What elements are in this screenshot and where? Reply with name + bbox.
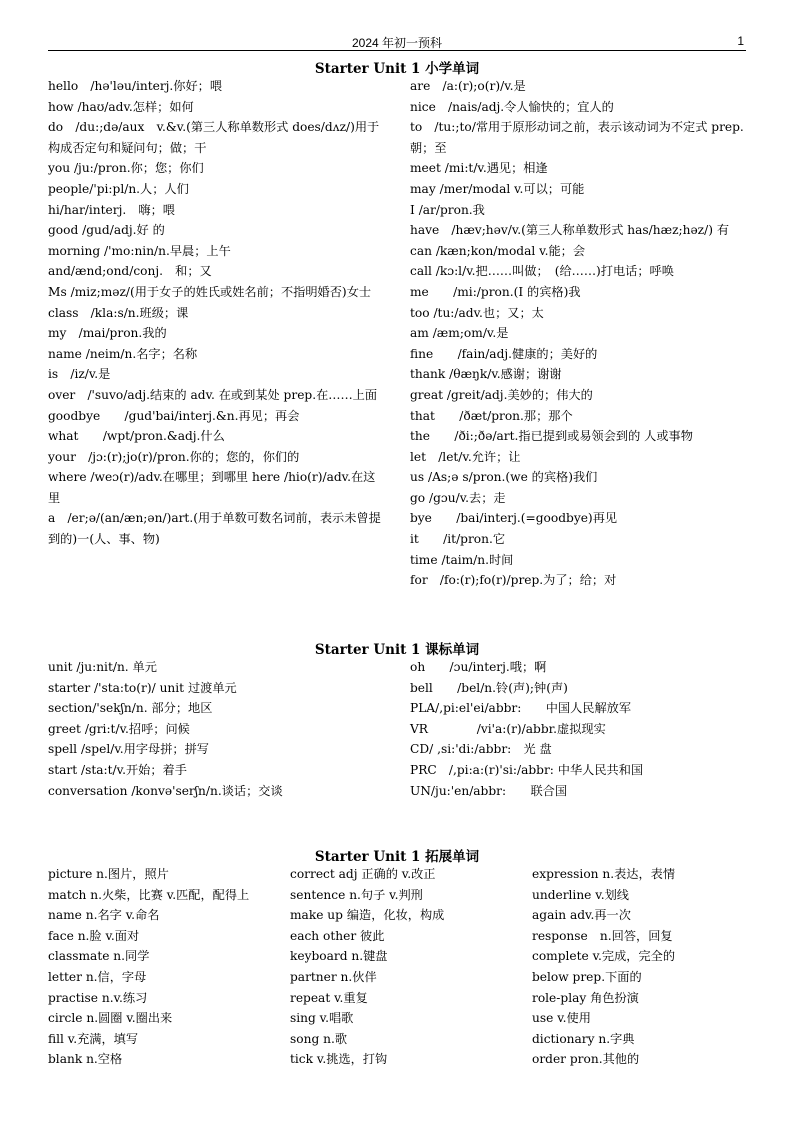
vocab-entry: circle n.圆圈 v.圈出来 [48,1011,173,1026]
page-header [48,32,746,51]
section-title-extended-words: Starter Unit 1 拓展单词 [314,849,480,865]
header-title: 2024 年初一预科 [351,36,443,50]
vocab-entry: start /sta:t/v.开始；着手 [48,762,187,777]
vocab-entry: good /gud/adj.好 的 [48,223,165,238]
vocab-entry: how /haʊ/adv.怎样；如何 [48,99,194,114]
extended-words-column-3 [532,864,746,1070]
vocab-entry: it /it/pron.它 [410,532,506,547]
extended-words-column-1 [48,864,276,1070]
vocab-entry: my /mai/pron.我的 [48,326,167,341]
vocab-entry: role-play 角色扮演 [532,990,639,1005]
vocab-entry: bye /bai/interj.(=goodbye)再见 [410,511,618,526]
extended-words-column-2 [290,864,518,1070]
vocab-entry: go /gɔu/v.去；走 [410,490,506,505]
vocab-entry: sentence n.句子 v.判刑 [290,887,423,902]
vocab-entry: your /jɔ:(r);jo(r)/pron.你的；您的，你们的 [48,449,300,464]
vocab-entry: dictionary n.字典 [532,1031,635,1046]
vocab-entry: that /ðæt/pron.那；那个 [410,408,573,423]
vocab-entry: for /fo:(r);fo(r)/prep.为了；给；对 [410,573,617,588]
curriculum-words-left-column [48,657,386,801]
vocab-entry: the /ði:;ðə/art.指已提到或易领会到的 人或事物 [410,429,693,444]
vocab-entry: below prep.下面的 [532,969,642,984]
vocab-entry: underline v.划线 [532,887,629,902]
vocab-entry: letter n.信，字母 [48,969,147,984]
vocab-entry: too /tu:/adv.也；又；太 [410,305,544,320]
vocab-entry: spell /spel/v.用字母拼；拼写 [48,742,209,757]
vocab-entry: class /kla:s/n.班级；课 [48,305,189,320]
vocab-entry: picture n.图片，照片 [48,867,169,881]
vocab-entry: hi/har/interj. 嗨；喂 [48,202,175,217]
vocab-entry: may /mer/modal v.可以；可能 [410,181,585,196]
vocab-entry: where /weɔ(r)/adv.在哪里；到哪里 here /hio(r)/adv.在这里 [48,470,376,505]
vocab-entry: repeat v.重复 [290,990,368,1005]
curriculum-words-right-column [410,657,746,801]
vocab-entry: and/ænd;ond/conj. 和；又 [48,264,212,279]
page-number: 1 [737,34,744,48]
vocab-entry: face n.脸 v.面对 [48,928,140,943]
vocab-entry: thank /θæŋk/v.感谢；谢谢 [410,367,562,382]
vocab-entry: UN/ju:'en/abbr: 联合国 [410,783,568,798]
vocab-entry: hello /hə'ləu/interj.你好；喂 [48,79,223,93]
vocab-entry: nice /nais/adj.令人愉快的；宜人的 [410,99,614,114]
vocab-entry: fine /fain/adj.健康的；美好的 [410,346,598,361]
vocab-entry: goodbye /gud'bai/interj.&n.再见；再会 [48,408,300,423]
vocab-entry: is /iz/v.是 [48,367,111,382]
vocab-entry: time /taim/n.时间 [410,552,514,567]
vocab-entry: meet /mi:t/v.遇见；相逢 [410,161,548,176]
vocab-entry: us /As;ə s/pron.(we 的宾格)我们 [410,470,598,485]
vocab-entry: over /'suvo/adj.结束的 adv. 在或到某处 prep.在……上面 [48,387,378,402]
vocab-entry: a /er;ə/(an/æn;ən/)art.(用于单数可数名词前，表示未曾提到的)一(人、事、物) [48,511,381,547]
vocab-entry: correct adj 正确的 v.改正 [290,867,436,881]
vocab-entry: again adv.再一次 [532,908,631,923]
vocab-entry: order pron.其他的 [532,1052,640,1067]
vocab-entry: people/'pi:pl/n.人；人们 [48,181,189,196]
vocab-entry: expression n.表达，表情 [532,867,676,881]
vocab-entry: partner n.伙伴 [290,969,377,984]
vocab-entry: do /du:;də/aux v.&v.(第三人称单数形式 does/dʌz/)用于构成否定句和疑问句；做；干 [48,120,380,155]
vocab-entry: bell /bel/n.铃(声);钟(声) [410,680,568,695]
vocab-entry: unit /ju:nit/n. 单元 [48,660,157,674]
vocab-entry: song n.歌 [290,1031,348,1046]
vocab-entry: what /wpt/pron.&adj.什么 [48,429,225,444]
vocab-entry: keyboard n.键盘 [290,949,388,964]
vocab-entry: sing v.唱歌 [290,1011,354,1026]
vocab-entry: use v.使用 [532,1011,591,1026]
vocab-entry: me /mi:/pron.(I 的宾格)我 [410,284,581,299]
vocab-entry: tick v.挑选，打钩 [290,1052,388,1067]
vocab-entry: great /greit/adj.美妙的；伟大的 [410,387,593,402]
vocab-entry: conversation /konvə'serʃn/n.谈话；交谈 [48,783,283,798]
vocab-entry: I /ar/pron.我 [410,202,485,217]
vocab-entry: PLA/,pi:el'ei/abbr: 中国人民解放军 [410,701,632,716]
vocab-entry: greet /gri:t/v.招呼；问候 [48,721,190,736]
vocab-entry: oh /ɔu/interj.哦；啊 [410,660,547,674]
vocab-entry: section/'sekʃn/n. 部分；地区 [48,701,213,716]
section-title-curriculum-words: Starter Unit 1 课标单词 [314,642,480,658]
vocab-entry: complete v.完成，完全的 [532,949,676,964]
primary-words-right-column [410,76,746,591]
vocab-entry: fill v.充满，填写 [48,1031,139,1046]
vocab-entry: are /a:(r);o(r)/v.是 [410,79,526,93]
vocab-entry: PRC /,pi:a:(r)'si:/abbr: 中华人民共和国 [410,762,644,777]
vocab-entry: to /tu:;to/常用于原形动词之前，表示该动词为不定式 prep. 朝；至 [410,120,744,155]
section-title-primary-words: Starter Unit 1 小学单词 [314,61,480,77]
vocab-entry: practise n.v.练习 [48,990,148,1005]
vocab-entry: call /kɔ:l/v.把……叫做； (给……)打电话；呼唤 [410,264,674,279]
vocab-entry: CD/ ,si:'di:/abbr: 光 盘 [410,742,552,757]
vocab-entry: starter /'sta:to(r)/ unit 过渡单元 [48,680,237,695]
primary-words-left-column [48,76,386,550]
vocab-entry: response n.回答，回复 [532,928,673,943]
vocab-entry: VR /vi'a:(r)/abbr.虚拟现实 [410,721,606,736]
vocab-entry: each other 彼此 [290,928,385,943]
vocab-entry: match n.火柴，比赛 v.匹配，配得上 [48,887,250,902]
vocab-entry: Ms /miz;məz/(用于女子的姓氏或姓名前；不指明婚否)女士 [48,284,372,299]
vocab-entry: classmate n.同学 [48,949,150,964]
vocab-entry: have /hæv;həv/v.(第三人称单数形式 has/hæz;həz/) 有 [410,223,730,238]
vocab-entry: name /neim/n.名字；名称 [48,346,198,361]
vocab-entry: blank n.空格 [48,1052,123,1067]
vocab-entry: make up 编造，化妆，构成 [290,908,445,923]
vocab-entry: you /ju:/pron.你；您；你们 [48,161,204,176]
vocab-entry: let /let/v.允许；让 [410,449,521,464]
vocab-entry: can /kæn;kon/modal v.能；会 [410,243,586,258]
vocab-entry: morning /'mo:nin/n.早晨；上午 [48,243,231,258]
vocab-entry: am /æm;om/v.是 [410,326,509,341]
vocab-entry: name n.名字 v.命名 [48,908,160,923]
